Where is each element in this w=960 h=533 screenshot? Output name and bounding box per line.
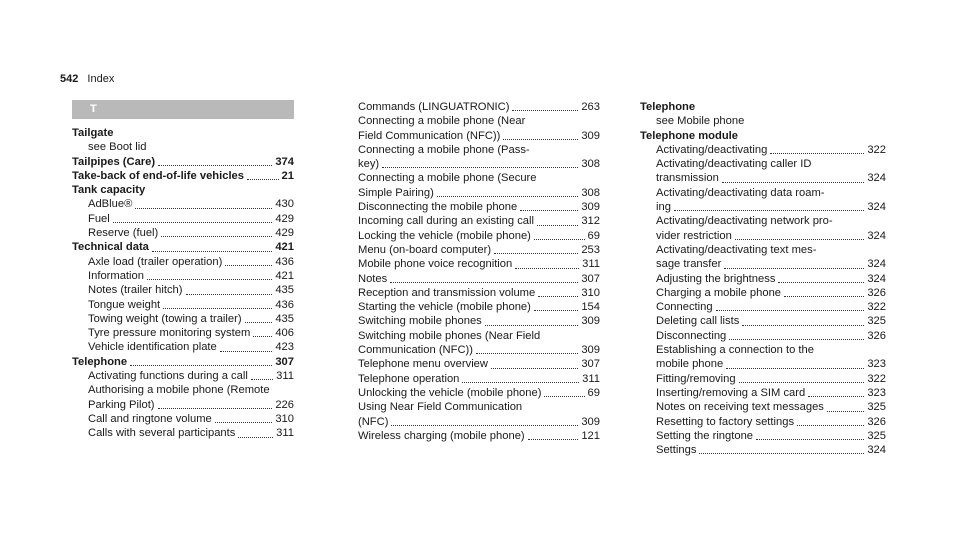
dot-leader: [534, 310, 578, 311]
index-entry-text: Notes: [358, 272, 388, 285]
index-entry[interactable]: [358, 257, 600, 271]
dot-leader: [158, 165, 272, 166]
page-reference: 310: [581, 286, 600, 299]
page-reference: 406: [275, 327, 294, 340]
index-entry-text: Telephone menu overview: [358, 358, 488, 371]
index-entry-text: sage transfer: [656, 258, 722, 271]
dot-leader: [220, 351, 273, 352]
dot-leader: [528, 439, 579, 440]
dot-leader: [130, 365, 272, 366]
dot-leader: [538, 296, 578, 297]
page-reference: 310: [275, 412, 294, 425]
index-entry[interactable]: [358, 272, 600, 286]
index-entry-text: Connecting: [656, 301, 713, 314]
index-entry-text: Menu (on-board computer): [358, 243, 492, 256]
page-reference: 154: [581, 301, 600, 314]
index-entry-text: ing: [656, 201, 671, 214]
index-entry-text: transmission: [656, 172, 719, 185]
index-entry-text: mobile phone: [656, 358, 724, 371]
dot-leader: [161, 236, 272, 237]
index-entry[interactable]: [358, 300, 600, 314]
dot-leader: [729, 339, 864, 340]
page-reference: 429: [275, 227, 294, 240]
index-entry-text: Fitting/removing: [656, 372, 736, 385]
index-entry-text: Mobile phone voice recognition: [358, 258, 513, 271]
index-entry[interactable]: [358, 372, 600, 386]
page-reference: 312: [581, 215, 600, 228]
page-reference: 324: [867, 272, 886, 285]
index-entry-text: Vehicle identification plate: [88, 341, 217, 354]
index-entry[interactable]: [640, 129, 886, 143]
page-reference: 325: [867, 315, 886, 328]
dot-leader: [674, 210, 864, 211]
index-entry[interactable]: [72, 340, 294, 354]
page-reference: 421: [275, 269, 294, 282]
dot-leader: [537, 225, 578, 226]
page-reference: 435: [275, 312, 294, 325]
page-reference: 436: [275, 298, 294, 311]
index-entry-text: Activating/deactivating: [656, 143, 768, 156]
index-entry-text: Inserting/removing a SIM card: [656, 386, 806, 399]
index-entry[interactable]: [72, 312, 294, 326]
index-entry[interactable]: [640, 243, 886, 257]
page-reference: 324: [867, 258, 886, 271]
page-reference: 326: [867, 329, 886, 342]
page-reference: 324: [867, 172, 886, 185]
index-entry[interactable]: [72, 226, 294, 240]
dot-leader: [797, 425, 864, 426]
index-entry[interactable]: [358, 114, 600, 128]
page-reference: 322: [867, 143, 886, 156]
page-reference: 423: [275, 341, 294, 354]
page-reference: 324: [867, 201, 886, 214]
index-column-3: [640, 100, 886, 457]
index-entry-text: Wireless charging (mobile phone): [358, 429, 525, 442]
dot-leader: [113, 222, 273, 223]
index-entry-text: Switching mobile phones (Near Field: [358, 329, 541, 342]
index-entry[interactable]: [640, 400, 886, 414]
dot-leader: [152, 251, 272, 252]
index-entry[interactable]: [640, 229, 886, 243]
index-entry[interactable]: [640, 372, 886, 386]
index-entry-text: Activating/deactivating network pro-: [656, 215, 833, 228]
page-reference: 263: [581, 101, 600, 113]
index-entry[interactable]: [358, 415, 600, 429]
index-entry-text: Connecting a mobile phone (Near: [358, 115, 526, 128]
index-entry-text: Tailgate: [72, 127, 114, 139]
dot-leader: [245, 322, 273, 323]
index-entry-text: Deleting call lists: [656, 315, 740, 328]
dot-leader: [544, 396, 584, 397]
dot-leader: [390, 282, 578, 283]
index-entry-text: Notes (trailer hitch): [88, 284, 183, 297]
dot-leader: [247, 179, 279, 180]
page-reference: 324: [867, 444, 886, 457]
index-column-1: [72, 100, 294, 441]
index-entry-text: Commands (LINGUATRONIC): [358, 101, 510, 113]
page-reference: 308: [581, 158, 600, 171]
page-reference: 69: [587, 229, 600, 242]
index-entry-text: Using Near Field Communication: [358, 401, 523, 414]
index-entry[interactable]: [358, 186, 600, 200]
dot-leader: [485, 325, 579, 326]
dot-leader: [147, 279, 272, 280]
index-entry-text: Take-back of end-of-life vehicles: [72, 169, 245, 182]
dot-leader: [735, 239, 864, 240]
page-reference: 309: [581, 415, 600, 428]
dot-leader: [135, 208, 272, 209]
page-reference: 121: [581, 429, 600, 442]
index-entry[interactable]: [640, 214, 886, 228]
page-reference: 307: [581, 272, 600, 285]
page-reference: 308: [581, 186, 600, 199]
index-entry-text: Information: [88, 269, 144, 282]
index-entry-text: Technical data: [72, 241, 149, 254]
index-entry-text: Notes on receiving text messages: [656, 401, 824, 414]
dot-leader: [770, 153, 864, 154]
index-entry-text: Telephone: [72, 355, 128, 368]
dot-leader: [437, 196, 578, 197]
dot-leader: [784, 296, 864, 297]
index-entry[interactable]: [72, 369, 294, 383]
index-entry-text: see Mobile phone: [656, 115, 745, 128]
index-entry[interactable]: [358, 171, 600, 185]
index-entry[interactable]: [640, 257, 886, 271]
page-reference: 311: [276, 370, 294, 383]
index-entry[interactable]: [358, 329, 600, 343]
dot-leader: [722, 182, 865, 183]
index-entry[interactable]: [358, 214, 600, 228]
index-entry[interactable]: [72, 412, 294, 426]
dot-leader: [163, 308, 272, 309]
index-entry-text: Towing weight (towing a trailer): [88, 312, 242, 325]
index-entry-text: Tailpipes (Care): [72, 155, 156, 168]
page-reference: 322: [867, 372, 886, 385]
index-entry[interactable]: [640, 343, 886, 357]
index-entry[interactable]: [640, 300, 886, 314]
page-reference: 309: [581, 344, 600, 357]
page-reference: 307: [275, 355, 294, 368]
index-entry[interactable]: [358, 143, 600, 157]
index-entry-text: Telephone: [640, 101, 696, 113]
index-entry-text: AdBlue®: [88, 198, 133, 211]
index-entry-text: Connecting a mobile phone (Pass-: [358, 143, 530, 156]
dot-leader: [534, 239, 585, 240]
page-reference: 421: [275, 241, 294, 254]
index-entry-text: (NFC): [358, 415, 389, 428]
page-reference: 69: [587, 386, 600, 399]
index-entry-text: Reserve (fuel): [88, 227, 159, 240]
page-reference: 311: [582, 372, 600, 385]
index-entry[interactable]: [358, 229, 600, 243]
index-entry[interactable]: [72, 383, 294, 397]
dot-leader: [476, 353, 578, 354]
index-entry[interactable]: [640, 386, 886, 400]
index-entry[interactable]: [72, 269, 294, 283]
dot-leader: [742, 325, 864, 326]
index-entry[interactable]: [640, 272, 886, 286]
index-entry[interactable]: [640, 415, 886, 429]
page-header: [60, 72, 114, 86]
index-entry-text: Tongue weight: [88, 298, 161, 311]
page-reference: 325: [867, 429, 886, 442]
page-reference: 21: [281, 169, 294, 182]
index-entry[interactable]: [72, 355, 294, 369]
index-entry[interactable]: [358, 400, 600, 414]
page-reference: 326: [867, 415, 886, 428]
index-entry[interactable]: [640, 200, 886, 214]
index-entry-text: Incoming call during an existing call: [358, 215, 534, 228]
index-entry[interactable]: [640, 443, 886, 457]
index-entry-text: Tyre pressure monitoring system: [88, 327, 251, 340]
index-entry-text: Parking Pilot): [88, 398, 155, 411]
page-reference: 309: [581, 315, 600, 328]
page-reference: 311: [582, 258, 600, 271]
page-reference: 309: [581, 201, 600, 214]
index-entry[interactable]: [72, 398, 294, 412]
dot-leader: [215, 422, 273, 423]
index-entry-text: vider restriction: [656, 229, 732, 242]
page-number: 542: [60, 73, 79, 85]
index-entry[interactable]: [72, 183, 294, 197]
index-entry[interactable]: [358, 129, 600, 143]
index-entry[interactable]: [640, 429, 886, 443]
dot-leader: [724, 268, 864, 269]
dot-leader: [699, 453, 864, 454]
index-entry-text: Charging a mobile phone: [656, 286, 782, 299]
index-entry-text: Authorising a mobile phone (Remote: [88, 384, 270, 397]
index-entry-text: Disconnecting the mobile phone: [358, 201, 518, 214]
index-entry-text: Telephone operation: [358, 372, 460, 385]
index-entry[interactable]: [358, 314, 600, 328]
page-reference: 322: [867, 301, 886, 314]
page-reference: 226: [275, 398, 294, 411]
index-entry[interactable]: [72, 426, 294, 440]
index-entry-text: Adjusting the brightness: [656, 272, 776, 285]
page-reference: 307: [581, 358, 600, 371]
index-entry[interactable]: [358, 200, 600, 214]
dot-leader: [512, 110, 578, 111]
index-entry-text: Locking the vehicle (mobile phone): [358, 229, 531, 242]
dot-leader: [808, 396, 864, 397]
dot-leader: [726, 368, 864, 369]
page-reference: 325: [867, 401, 886, 414]
section-title: Index: [87, 73, 115, 85]
index-entry-text: Field Communication (NFC)): [358, 129, 501, 142]
index-entry[interactable]: [72, 298, 294, 312]
index-entry[interactable]: [358, 343, 600, 357]
index-entry[interactable]: [640, 100, 886, 114]
index-entry-text: Fuel: [88, 212, 110, 225]
dot-leader: [238, 437, 273, 438]
dot-leader: [253, 336, 272, 337]
index-entry[interactable]: [358, 286, 600, 300]
dot-leader: [520, 210, 578, 211]
index-entry-text: see Boot lid: [88, 141, 147, 154]
index-entry-text: Establishing a connection to the: [656, 344, 814, 357]
index-entry[interactable]: [640, 143, 886, 157]
index-entry[interactable]: [358, 429, 600, 443]
index-entry-text: Calls with several participants: [88, 427, 236, 440]
index-entry-text: Connecting a mobile phone (Secure: [358, 172, 537, 185]
index-entry-text: Axle load (trailer operation): [88, 255, 223, 268]
index-entry[interactable]: [640, 329, 886, 343]
index-entry-text: Activating/deactivating caller ID: [656, 158, 812, 171]
index-entry[interactable]: [358, 157, 600, 171]
dot-leader: [503, 139, 578, 140]
dot-leader: [494, 253, 578, 254]
index-entry[interactable]: [640, 186, 886, 200]
index-entry[interactable]: [358, 243, 600, 257]
dot-leader: [756, 439, 864, 440]
page-reference: 311: [276, 427, 294, 440]
letter-heading: T: [72, 100, 294, 119]
dot-leader: [158, 408, 273, 409]
index-entry[interactable]: [358, 357, 600, 371]
dot-leader: [391, 425, 578, 426]
index-entry-text: Simple Pairing): [358, 186, 434, 199]
index-entry[interactable]: [72, 155, 294, 169]
index-entry[interactable]: [72, 283, 294, 297]
dot-leader: [382, 167, 578, 168]
index-entry[interactable]: [72, 169, 294, 183]
index-entry[interactable]: [72, 326, 294, 340]
page-reference: 435: [275, 284, 294, 297]
dot-leader: [186, 294, 273, 295]
index-entry[interactable]: [72, 126, 294, 140]
index-entry[interactable]: [72, 197, 294, 211]
page-reference: 429: [275, 212, 294, 225]
page-reference: 326: [867, 286, 886, 299]
index-column-2: [358, 100, 600, 443]
index-entry[interactable]: [640, 114, 886, 128]
index-entry[interactable]: [72, 240, 294, 254]
dot-leader: [739, 382, 865, 383]
index-entry-text: Unlocking the vehicle (mobile phone): [358, 386, 542, 399]
dot-leader: [462, 382, 579, 383]
index-entry-text: Resetting to factory settings: [656, 415, 795, 428]
dot-leader: [491, 368, 578, 369]
index-entry[interactable]: [72, 140, 294, 154]
index-entry-text: Activating functions during a call: [88, 370, 248, 383]
index-entry-text: key): [358, 158, 380, 171]
dot-leader: [716, 310, 865, 311]
index-entry[interactable]: [640, 357, 886, 371]
index-entry[interactable]: [640, 314, 886, 328]
page-reference: 323: [867, 358, 886, 371]
index-entry-text: Setting the ringtone: [656, 429, 754, 442]
index-entry[interactable]: [640, 171, 886, 185]
index-entry-text: Tank capacity: [72, 184, 146, 197]
dot-leader: [778, 282, 864, 283]
index-entry[interactable]: [640, 157, 886, 171]
index-entry-text: Disconnecting: [656, 329, 727, 342]
index-entry[interactable]: [72, 255, 294, 269]
page-reference: 436: [275, 255, 294, 268]
page-reference: 309: [581, 129, 600, 142]
page-reference: 374: [275, 155, 294, 168]
index-entry[interactable]: [358, 100, 600, 114]
index-entry[interactable]: [72, 212, 294, 226]
page-reference: 430: [275, 198, 294, 211]
dot-leader: [251, 379, 273, 380]
page-reference: 323: [867, 386, 886, 399]
dot-leader: [515, 268, 579, 269]
index-entry[interactable]: [640, 286, 886, 300]
index-entry-text: Activating/deactivating text mes-: [656, 243, 817, 256]
index-entry[interactable]: [358, 386, 600, 400]
page-reference: 324: [867, 229, 886, 242]
index-entry-text: Activating/deactivating data roam-: [656, 186, 825, 199]
index-entry-text: Communication (NFC)): [358, 344, 473, 357]
index-entry-text: Call and ringtone volume: [88, 412, 212, 425]
index-entry-text: Switching mobile phones: [358, 315, 482, 328]
index-entry-text: Reception and transmission volume: [358, 286, 536, 299]
index-entry-text: Starting the vehicle (mobile phone): [358, 301, 531, 314]
dot-leader: [225, 265, 272, 266]
index-entry-text: Settings: [656, 444, 697, 457]
index-entry-text: Telephone module: [640, 129, 738, 142]
dot-leader: [827, 411, 864, 412]
page-reference: 253: [581, 243, 600, 256]
